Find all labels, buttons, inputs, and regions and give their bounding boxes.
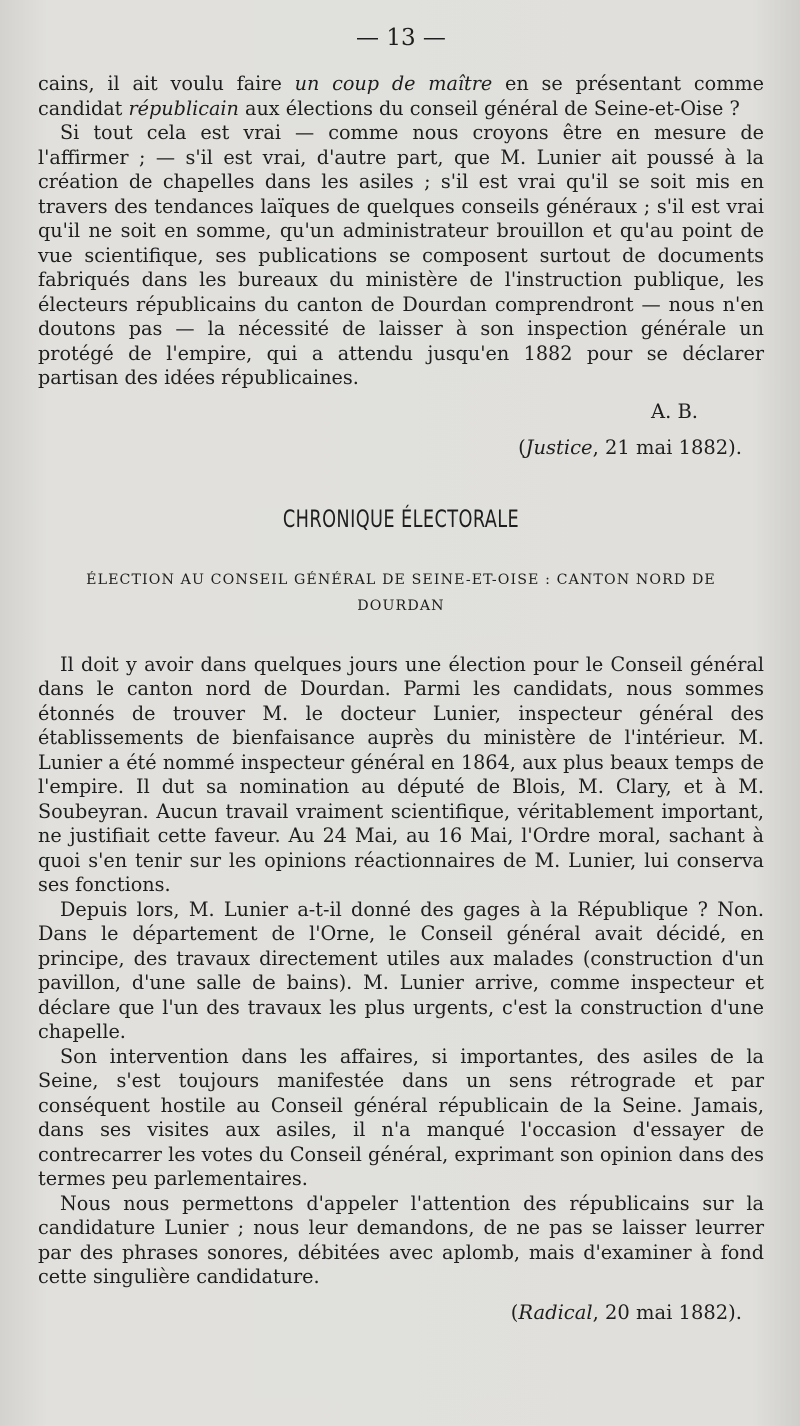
paragraph-3: Il doit y avoir dans quelques jours une élection pour le Conseil général dans le canton nord de Dourdan. Parmi les candidats, nous sommes étonnés de trouver M. le docteur Lunier, inspecteur général des établissements de bienfaisance auprès du ministère de l'intérieur. M. Lunier a été nommé inspecteur général en 1864, aux plus beaux temps de l'empire. Il dut sa nomination au député de Blois, M. Clary, et à M. Soubeyran. Aucun travail vraiment scientifique, véritablement important, ne justifiait cette faveur. Au 24 Mai, au 16 Mai, l'Ordre moral, sachant à quoi s'en tenir sur les opinions réactionnaires de M. Lunier, lui conserva ses fonctions. [38,652,764,896]
source-name-radical: Radical [518,1300,593,1324]
paragraph-5: Son intervention dans les affaires, si importantes, des asiles de la Seine, s'est toujours manifestée dans un sens rétrograde et par conséquent hostile au Conseil général républicain de la Seine. Jamais, dans ses visites aux asiles, il n'a manqué l'occasion d'essayer de contrecarrer les votes du Conseil général, exprimant son opinion dans des termes peu parlementaires. [38,1044,764,1190]
page-number: — 13 — [356,25,446,51]
source-citation: (Justice, 21 mai 1882). [518,435,742,459]
source-citation-radical: (Radical, 20 mai 1882). [510,1300,742,1324]
author-signature: A. B. [650,399,698,423]
section-title: CHRONIQUE ÉLECTORALE [282,504,520,533]
source-name: Justice [525,435,593,459]
source-date-radical: , 20 mai 1882). [592,1300,742,1324]
source-date: , 21 mai 1882). [592,435,742,459]
paragraph-6: Nous nous permettons d'appeler l'attention des républicains sur la candidature Lunier ; nous leur demandons, de ne pas se laisser leurrer par des phrases sonores, débitées avec aplomb, mais d'examiner à fond cette singulière candidature. [38,1191,764,1288]
article-justice [38,72,764,461]
section-subtitle: ÉLECTION AU CONSEIL GÉNÉRAL DE SEINE-ET-OISE : CANTON NORD DE DOURDAN [86,571,716,614]
paragraph-4: Depuis lors, M. Lunier a-t-il donné des gages à la République ? Non. Dans le département de l'Orne, le Conseil général avait décidé, en principe, des travaux directement utiles aux malades (construction d'un pavillon, d'une salle de bains). M. Lunier arrive, comme inspecteur et déclare que l'un des travaux les plus urgents, c'est la construction d'une chapelle. [38,897,764,1043]
paragraph-2: Si tout cela est vrai — comme nous croyons être en mesure de l'affirmer ; — s'il est vrai, d'autre part, que M. Lunier ait poussé à la création de chapelles dans les asiles ; s'il est vrai qu'il se soit mis en travers des tendances laïques de quelques conseils généraux ; s'il est vrai qu'il ne soit en somme, qu'un administrateur brouillon et qu'au point de vue scientifique, ses publications se composent surtout de documents fabriqués dans les bureaux du ministère de l'instruction publique, les électeurs républicains du canton de Dourdan comprendront — nous n'en doutons pas — la nécessité de laisser à son inspection générale un protégé de l'empire, qui a attendu jusqu'en 1882 pour se déclarer partisan des idées républicaines. [38,121,764,389]
article-radical [38,653,764,1326]
paragraph-1: cains, il ait voulu faire un coup de maître en se présentant comme candidat républicain aux élections du conseil général de Seine-et-Oise ? [38,72,764,120]
